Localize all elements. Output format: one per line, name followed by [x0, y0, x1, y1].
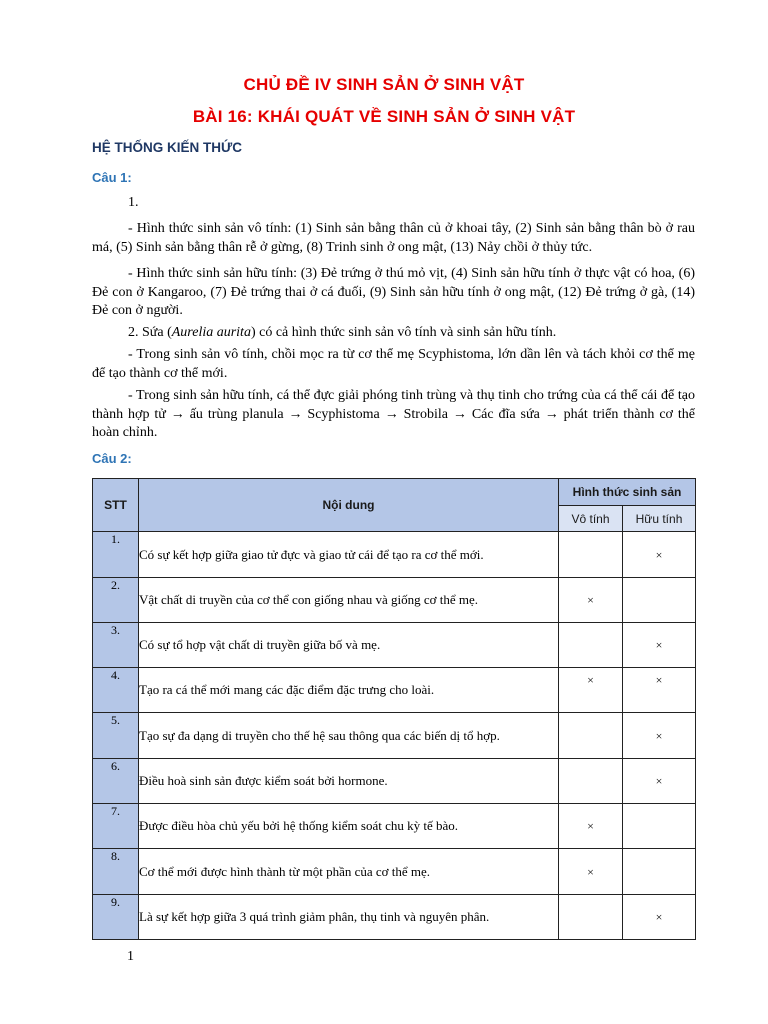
sexual-mark: × [623, 895, 696, 940]
sexual-mark: × [623, 623, 696, 668]
item-2-prefix: 2. Sứa ( [128, 325, 172, 340]
sexual-mark [623, 804, 696, 849]
row-content: Tạo sự đa dạng di truyền cho thế hệ sau thông qua các biến dị tổ hợp. [139, 713, 559, 759]
header-form: Hình thức sinh sản [559, 479, 696, 506]
asexual-mark [559, 759, 623, 804]
asexual-mark: × [559, 578, 623, 623]
asexual-mark: × [559, 668, 623, 713]
section-heading: HỆ THỐNG KIẾN THỨC [92, 140, 242, 155]
sexual-mark: × [623, 759, 696, 804]
table-row [93, 849, 696, 895]
sexual-mark: × [623, 668, 696, 713]
header-content: Nội dung [139, 479, 559, 532]
question-2-label: Câu 2: [92, 451, 132, 466]
asexual-mark [559, 623, 623, 668]
chapter-title: CHỦ ĐỀ IV SINH SẢN Ở SINH VẬT [243, 75, 525, 94]
row-content: Cơ thể mới được hình thành từ một phần của cơ thể mẹ. [139, 849, 559, 895]
reproduction-table [92, 478, 696, 940]
table-row [93, 623, 696, 668]
header-sexual: Hữu tính [623, 506, 696, 532]
asexual-mark [559, 895, 623, 940]
table-row [93, 895, 696, 940]
sexual-detail-paragraph: - Trong sinh sản hữu tính, cá thể đực giải phóng tinh trùng và thụ tinh cho trứng của cá thể cái để tạo thành hợp tử → ấu trùng planula → Scyphistoma → Strobila → Các đĩa sứa → phát triển thành cơ thể hoàn chỉnh. [92, 388, 695, 440]
row-content: Có sự kết hợp giữa giao tử đực và giao tử cái để tạo ra cơ thể mới. [139, 532, 559, 578]
header-asexual: Vô tính [559, 506, 623, 532]
question-1-label: Câu 1: [92, 170, 132, 185]
sexual-forms-paragraph: - Hình thức sinh sản hữu tính: (3) Đẻ trứng ở thú mỏ vịt, (4) Sinh sản hữu tính ở thực vật có hoa, (6) Đẻ con ở Kangaroo, (7) Đẻ trứng thai ở cá đuối, (9) Sinh sản hữu tính ở ong mật, (12) Đẻ trứng ở gà, (14) Đẻ con ở người. [92, 266, 695, 318]
row-number: 5. [93, 713, 139, 759]
row-number: 1. [93, 532, 139, 578]
row-number: 9. [93, 895, 139, 940]
row-content: Có sự tổ hợp vật chất di truyền giữa bố và mẹ. [139, 623, 559, 668]
row-number: 7. [93, 804, 139, 849]
table-header-row [93, 479, 696, 506]
sexual-mark [623, 578, 696, 623]
row-number: 4. [93, 668, 139, 713]
table-row [93, 668, 696, 713]
lesson-title: BÀI 16: KHÁI QUÁT VỀ SINH SẢN Ở SINH VẬT [192, 107, 576, 126]
asexual-mark: × [559, 804, 623, 849]
sexual-mark: × [623, 532, 696, 578]
asexual-mark [559, 532, 623, 578]
row-content: Là sự kết hợp giữa 3 quá trình giảm phân, thụ tinh và nguyên phân. [139, 895, 559, 940]
table-row [93, 532, 696, 578]
asexual-mark [559, 713, 623, 759]
table-row [93, 713, 696, 759]
row-number: 6. [93, 759, 139, 804]
asexual-mark: × [559, 849, 623, 895]
asexual-forms-paragraph: - Hình thức sinh sản vô tính: (1) Sinh sản bằng thân củ ở khoai tây, (2) Sinh sản bằng thân bò ở rau má, (5) Sinh sản bằng thân rễ ở gừng, (8) Trinh sinh ở ong mật, (13) Nảy chồi ở thủy tức. [92, 221, 695, 255]
row-number: 2. [93, 578, 139, 623]
asexual-detail-paragraph: - Trong sinh sản vô tính, chồi mọc ra từ cơ thể mẹ Scyphistoma, lớn dần lên và tách khỏi cơ thể mẹ để tạo thành cơ thể mới. [92, 347, 695, 381]
sexual-mark [623, 849, 696, 895]
item-1-number: 1. [128, 195, 139, 210]
row-content: Vật chất di truyền của cơ thể con giống nhau và giống cơ thể mẹ. [139, 578, 559, 623]
species-name: Aurelia aurita [171, 325, 251, 340]
header-stt: STT [93, 479, 139, 532]
table-row [93, 578, 696, 623]
table-row [93, 804, 696, 849]
sexual-mark: × [623, 713, 696, 759]
row-content: Tạo ra cá thể mới mang các đặc điểm đặc trưng cho loài. [139, 668, 559, 713]
item-2-suffix: ) có cả hình thức sinh sản vô tính và sinh sản hữu tính. [250, 325, 557, 340]
table-row [93, 759, 696, 804]
item-2-paragraph [92, 324, 695, 343]
row-number: 8. [93, 849, 139, 895]
row-content: Được điều hòa chủ yếu bởi hệ thống kiểm soát chu kỳ tế bào. [139, 804, 559, 849]
page-number: 1 [127, 949, 134, 964]
row-content: Điều hoà sinh sản được kiểm soát bởi hormone. [139, 759, 559, 804]
row-number: 3. [93, 623, 139, 668]
